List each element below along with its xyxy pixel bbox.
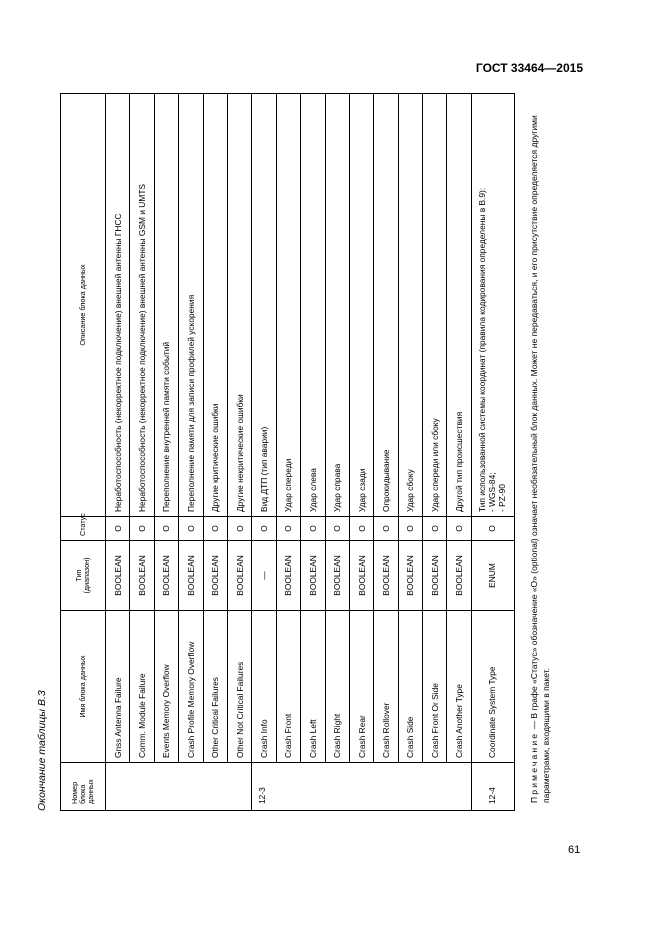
header-type-line: Тип — [73, 569, 83, 582]
cell-type: BOOLEAN — [203, 541, 227, 611]
header-number-line: Номер — [69, 781, 79, 804]
cell-name: Crash Front Or Side — [423, 611, 447, 763]
header-number-line: блока — [77, 784, 87, 804]
table-row — [447, 94, 471, 811]
table-row — [227, 94, 251, 811]
cell-type: BOOLEAN — [447, 541, 471, 611]
cell-status: O — [276, 517, 300, 541]
header-status: Статус — [61, 517, 106, 541]
table-row — [471, 94, 514, 811]
table-note — [528, 93, 553, 803]
cell-status: O — [227, 517, 251, 541]
cell-description: Удар сзади — [349, 94, 373, 517]
table-row — [423, 94, 447, 811]
cell-status: O — [154, 517, 178, 541]
cell-type: BOOLEAN — [398, 541, 422, 611]
description-main: Тип использованной системы координат (правила кодирования определены в В.9): — [477, 187, 488, 512]
table-row — [179, 94, 203, 811]
cell-type: BOOLEAN — [130, 541, 154, 611]
cell-name: Crash Front — [276, 611, 300, 763]
standard-code: ГОСТ 33464—2015 — [475, 61, 583, 75]
description-item: - WGS-84; — [487, 472, 498, 512]
cell-name: Comm. Module Failure — [130, 611, 154, 763]
cell-name: Crash Info — [252, 611, 276, 763]
cell-status: O — [252, 517, 276, 541]
table-row — [252, 94, 276, 811]
cell-description: Неработоспособность (некорректное подключение) внешней антенны GSM и UMTS — [130, 94, 154, 517]
header-number-line: данных — [86, 779, 96, 804]
cell-type: BOOLEAN — [106, 541, 130, 611]
table-row — [130, 94, 154, 811]
cell-description: Другой тип происшествия — [447, 94, 471, 517]
table-row — [374, 94, 398, 811]
cell-status: O — [423, 517, 447, 541]
cell-description: Переполнение внутренней памяти событий — [154, 94, 178, 517]
cell-number — [106, 763, 252, 811]
cell-description: Вид ДТП (тип аварии) — [252, 94, 276, 517]
cell-type: BOOLEAN — [325, 541, 349, 611]
description-item: - PZ-90 — [496, 484, 507, 512]
cell-name: Crash Rollover — [374, 611, 398, 763]
cell-description: Удар слева — [301, 94, 325, 517]
table-row — [398, 94, 422, 811]
cell-name: Gnss Antenna Failure — [106, 611, 130, 763]
note-text: — В графе «Статус» обозначение «О» (optional) означает необязательный блок данных. Может не передаваться, и его присутствие определяется другими параметрами, входящими в пакет. — [529, 115, 552, 803]
cell-description — [471, 94, 514, 517]
cell-name: Crash Profile Memory Overflow — [179, 611, 203, 763]
cell-status: O — [349, 517, 373, 541]
cell-type: BOOLEAN — [349, 541, 373, 611]
cell-type: BOOLEAN — [154, 541, 178, 611]
cell-type: BOOLEAN — [374, 541, 398, 611]
note-label: Примечание — [529, 731, 539, 803]
cell-name: Events Memory Overflow — [154, 611, 178, 763]
table-row — [203, 94, 227, 811]
cell-status: O — [471, 517, 514, 541]
cell-status: O — [325, 517, 349, 541]
header-type — [61, 541, 106, 611]
cell-name: Crash Rear — [349, 611, 373, 763]
cell-description: Другие критические ошибки — [203, 94, 227, 517]
table-row — [349, 94, 373, 811]
cell-name: Crash Right — [325, 611, 349, 763]
cell-status: O — [374, 517, 398, 541]
data-blocks-table — [60, 93, 515, 811]
cell-name: Coordinate System Type — [471, 611, 514, 763]
cell-type: BOOLEAN — [227, 541, 251, 611]
cell-number: 12-4 — [471, 763, 514, 811]
cell-number: 12-3 — [252, 763, 472, 811]
cell-status: O — [398, 517, 422, 541]
cell-name: Other Not Critical Failures — [227, 611, 251, 763]
cell-type: BOOLEAN — [179, 541, 203, 611]
cell-type: BOOLEAN — [301, 541, 325, 611]
header-type-line: (диапазон) — [82, 557, 91, 594]
cell-description: Удар спереди или сбоку — [423, 94, 447, 517]
cell-status: O — [130, 517, 154, 541]
cell-description: Удар спереди — [276, 94, 300, 517]
cell-name: Crash Left — [301, 611, 325, 763]
table-row — [106, 94, 130, 811]
header-description: Описание блока данных — [61, 94, 106, 517]
cell-type: BOOLEAN — [423, 541, 447, 611]
cell-description: Удар сбоку — [398, 94, 422, 517]
table-row — [301, 94, 325, 811]
cell-description: Опрокидывание — [374, 94, 398, 517]
header-number — [61, 763, 106, 811]
table-row — [154, 94, 178, 811]
cell-status: O — [203, 517, 227, 541]
cell-status: O — [301, 517, 325, 541]
cell-description: Неработоспособность (некорректное подключение) внешней антенны ГНСС — [106, 94, 130, 517]
rotated-table-block — [36, 93, 570, 811]
table-row — [325, 94, 349, 811]
cell-description: Переполнение памяти для записи профилей ускорения — [179, 94, 203, 517]
cell-type: ENUM — [471, 541, 514, 611]
cell-name: Other Critical Failures — [203, 611, 227, 763]
cell-type: — — [252, 541, 276, 611]
cell-type: BOOLEAN — [276, 541, 300, 611]
cell-status: O — [447, 517, 471, 541]
header-name: Имя блока данных — [61, 611, 106, 763]
cell-status: O — [106, 517, 130, 541]
cell-name: Crash Side — [398, 611, 422, 763]
cell-description: Другие некритические ошибки — [227, 94, 251, 517]
table-caption: Окончание таблицы В.3 — [36, 690, 48, 811]
cell-status: O — [179, 517, 203, 541]
cell-name: Crash Another Type — [447, 611, 471, 763]
cell-description: Удар справа — [325, 94, 349, 517]
page-number: 61 — [568, 844, 581, 856]
table-header-row — [61, 94, 106, 811]
table-row — [276, 94, 300, 811]
